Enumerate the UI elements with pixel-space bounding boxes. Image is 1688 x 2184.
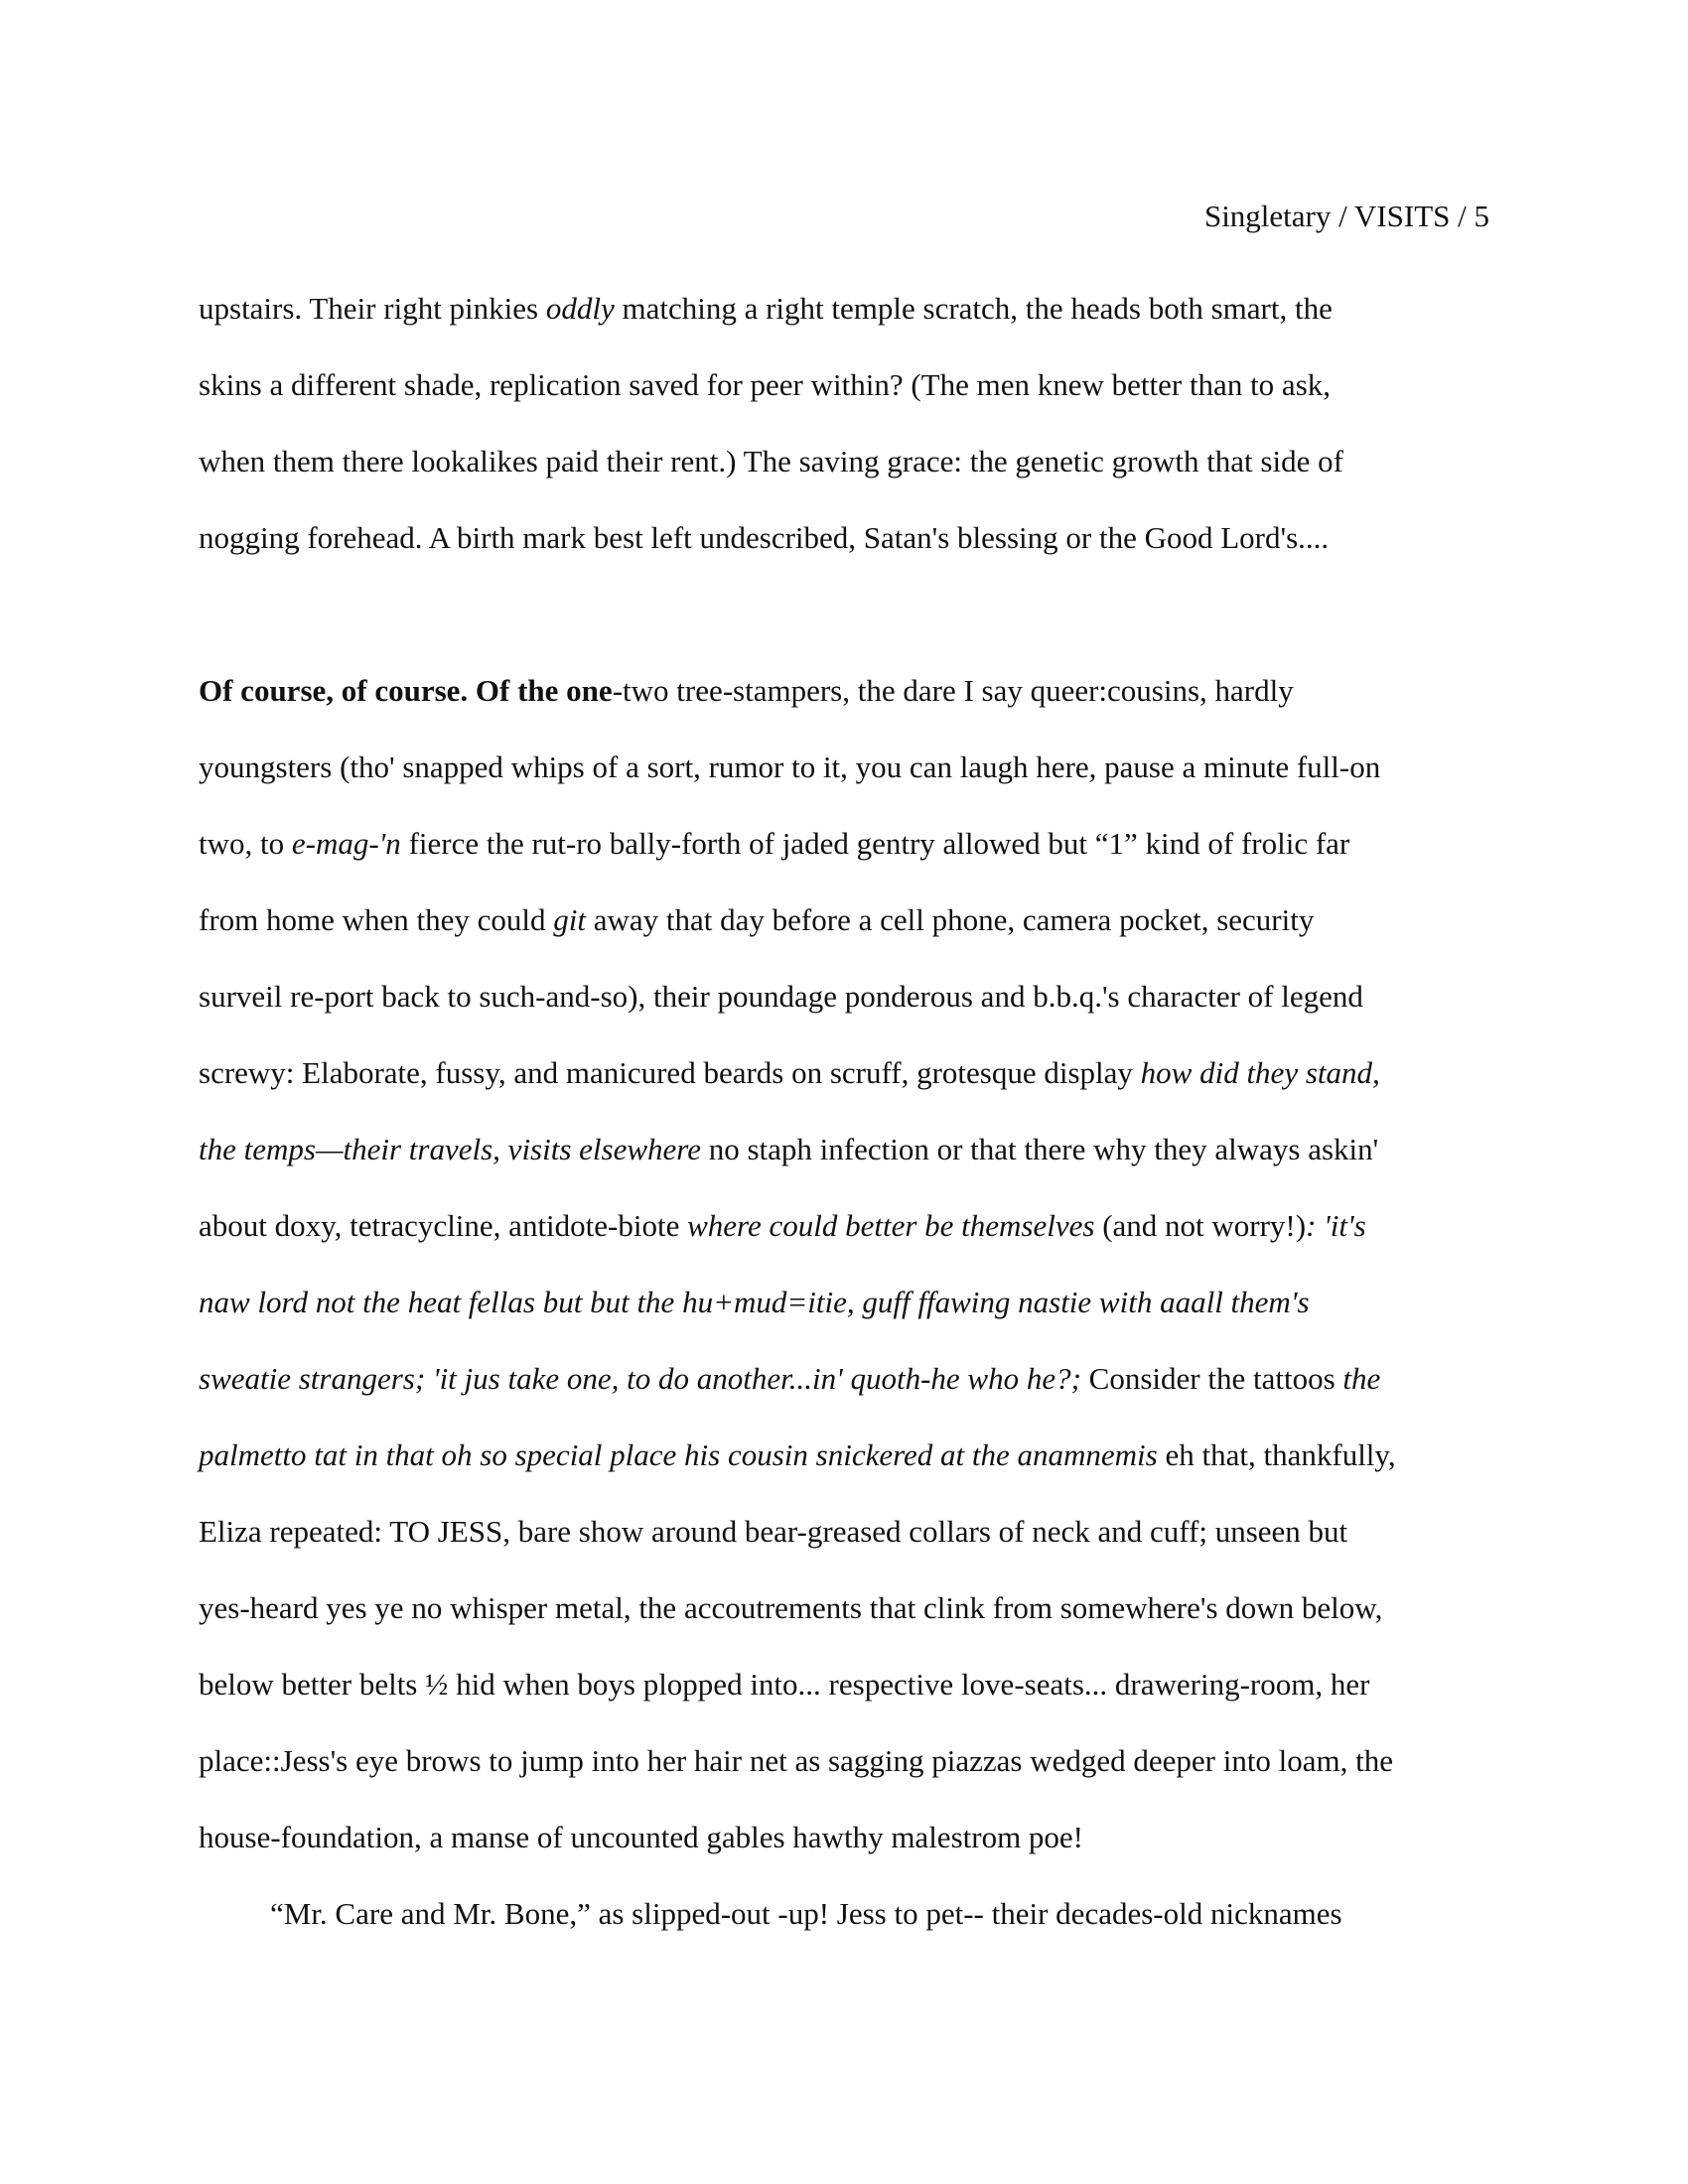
italic-run: the xyxy=(1342,1361,1381,1396)
text-run: fierce the rut-ro bally-forth of jaded gentry allowed but “1” kind of frolic far xyxy=(400,826,1350,861)
text-run: matching a right temple scratch, the heads both smart, the xyxy=(614,291,1333,326)
text-run: away that day before a cell phone, camera pocket, security xyxy=(586,902,1315,937)
text-run: -two tree-stampers, the dare I say queer:cousins, hardly xyxy=(612,673,1294,708)
text-line: “Mr. Care and Mr. Bone,” as slipped-out -up! Jess to pet-- their decades-old nicknames xyxy=(270,1896,1342,1931)
text-line: Eliza repeated: TO JESS, bare show around bear-greased collars of neck and cuff; unseen but xyxy=(199,1514,1348,1549)
italic-run: how did they stand, xyxy=(1140,1055,1380,1090)
text-run: (and not worry!) xyxy=(1094,1208,1307,1243)
text-line xyxy=(199,1340,1489,1417)
text-run: upstairs. Their right pinkies xyxy=(199,291,546,326)
italic-run: : 'it's xyxy=(1306,1208,1366,1243)
text-line xyxy=(199,270,1489,346)
text-line xyxy=(199,652,1489,729)
italic-run: the temps—their travels, visits elsewhere xyxy=(199,1132,701,1166)
text-line: below better belts ½ hid when boys plopped into... respective love-seats... drawering-room, her xyxy=(199,1667,1370,1702)
text-line: surveil re-port back to such-and-so), their poundage ponderous and b.b.q.'s character of legend xyxy=(199,979,1363,1014)
text-line xyxy=(199,1111,1489,1187)
text-line: skins a different shade, replication saved for peer within? (The men knew better than to ask, xyxy=(199,367,1332,402)
text-line: nogging forehead. A birth mark best left undescribed, Satan's blessing or the Good Lord's.... xyxy=(199,520,1330,555)
italic-run: sweatie strangers; 'it jus take one, to do another...in' quoth-he who he?; xyxy=(199,1361,1081,1396)
italic-run: git xyxy=(553,902,587,937)
italic-run: naw lord not the heat fellas but but the hu+mud=itie, guff ffawing nastie with aaall them's xyxy=(199,1285,1310,1319)
text-run: about doxy, tetracycline, antidote-biote xyxy=(199,1208,688,1243)
text-line xyxy=(199,1187,1489,1264)
text-line xyxy=(199,1034,1489,1111)
text-line xyxy=(199,1417,1489,1493)
text-line: youngsters (tho' snapped whips of a sort, rumor to it, you can laugh here, pause a minute full-on xyxy=(199,750,1381,784)
running-header: Singletary / VISITS / 5 xyxy=(1203,199,1489,233)
text-run: Consider the tattoos xyxy=(1080,1361,1343,1396)
text-line xyxy=(199,1264,1489,1340)
italic-run: oddly xyxy=(545,291,615,326)
text-line xyxy=(199,882,1489,958)
text-line: yes-heard yes ye no whisper metal, the accoutrements that clink from somewhere's down below, xyxy=(199,1590,1383,1625)
italic-run: e-mag-'n xyxy=(291,826,401,861)
bold-run: Of course, of course. Of the one xyxy=(199,673,613,708)
italic-run: palmetto tat in that oh so special place his cousin snickered at the anamnemis xyxy=(199,1437,1158,1472)
text-line xyxy=(199,805,1489,882)
text-run: no staph infection or that there why they always askin' xyxy=(700,1132,1379,1166)
text-line: house-foundation, a manse of uncounted gables hawthy malestrom poe! xyxy=(199,1820,1084,1854)
paragraph-gap xyxy=(199,576,1489,652)
text-run: two, to xyxy=(199,826,292,861)
body-text xyxy=(199,270,1489,1952)
italic-run: where could better be themselves xyxy=(687,1208,1095,1243)
text-line: place::Jess's eye brows to jump into her hair net as sagging piazzas wedged deeper into loam, the xyxy=(199,1743,1394,1778)
text-run: from home when they could xyxy=(199,902,554,937)
text-line: when them there lookalikes paid their rent.) The saving grace: the genetic growth that side of xyxy=(199,444,1343,478)
text-run: screwy: Elaborate, fussy, and manicured beards on scruff, grotesque display xyxy=(199,1055,1141,1090)
text-run: eh that, thankfully, xyxy=(1157,1437,1396,1472)
